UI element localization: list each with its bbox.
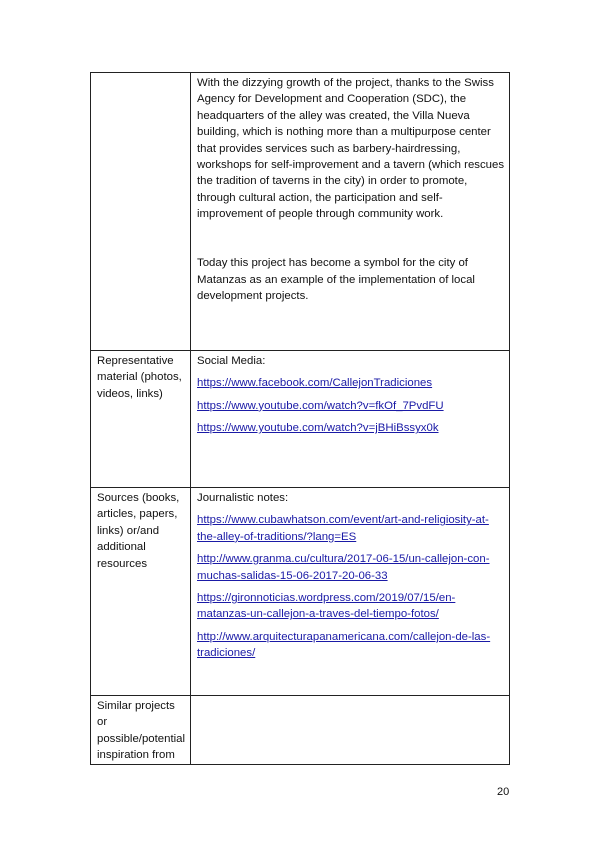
table-row <box>91 488 510 696</box>
similar-projects-label <box>91 696 191 765</box>
source-link[interactable] <box>197 551 503 584</box>
link-line: the-alley-of-traditions/?lang=ES <box>197 530 357 543</box>
label-line: possible/potential <box>97 732 186 745</box>
text-line: the tradition of taverns in the city) in order to promote, <box>197 175 468 188</box>
label-line: resources <box>97 557 148 570</box>
text-line: Matanzas as an example of the implementation of local <box>197 273 475 286</box>
label-cell-empty <box>91 73 191 351</box>
link-line: https://gironnoticias.wordpress.com/2019/07/15/en- <box>197 592 456 605</box>
sources-label <box>91 488 191 696</box>
project-table <box>90 72 510 765</box>
sources-cell <box>191 488 510 696</box>
source-link[interactable] <box>197 398 503 414</box>
link-line: https://www.cubawhatson.com/event/art-and-religiosity-at- <box>197 514 489 527</box>
label-line: material (photos, <box>97 371 182 384</box>
text-line: through cultural action, the participation and self- <box>197 191 443 204</box>
table-row <box>91 73 510 351</box>
label-line: Sources (books, <box>97 492 180 504</box>
source-link[interactable] <box>197 512 503 545</box>
link-line: http://www.arquitecturapanamericana.com/callejon-de-las- <box>197 630 491 643</box>
social-media-cell <box>191 351 510 488</box>
link-line: http://www.granma.cu/cultura/2017-06-15/un-callejon-con- <box>197 553 490 566</box>
label-line: or <box>97 716 108 729</box>
text-line: that provides services such as barbery-hairdressing, <box>197 142 461 155</box>
link-line: tradiciones/ <box>197 647 256 660</box>
text-line: Today this project has become a symbol for the city of <box>197 257 468 270</box>
label-line: inspiration from <box>97 749 175 762</box>
source-link[interactable] <box>197 629 503 662</box>
link-line: https://www.facebook.com/CallejonTradiciones <box>197 377 433 390</box>
description-cell <box>191 73 510 351</box>
link-line: https://www.youtube.com/watch?v=fkOf_7PvdFU <box>197 399 444 412</box>
page-number: 20 <box>497 786 510 798</box>
source-link[interactable] <box>197 375 503 391</box>
similar-projects-cell <box>191 696 510 765</box>
text-line: workshops for self-improvement and a tavern (which rescues <box>197 159 505 172</box>
label-line: additional <box>97 541 146 554</box>
text-line: Agency for Development and Cooperation (SDC), the <box>197 93 467 106</box>
social-media-heading: Social Media: <box>197 355 266 367</box>
table-row <box>91 696 510 765</box>
journalistic-notes-heading: Journalistic notes: <box>197 492 289 504</box>
source-link[interactable] <box>197 590 503 623</box>
source-link[interactable] <box>197 420 503 436</box>
link-line: muchas-salidas-15-06-2017-20-06-33 <box>197 569 388 582</box>
text-line: headquarters of the alley was created, the Villa Nueva <box>197 109 470 122</box>
label-line: videos, links) <box>97 387 163 400</box>
label-line: links) or/and <box>97 524 160 537</box>
text-line: development projects. <box>197 290 309 303</box>
label-line: Representative <box>97 355 174 367</box>
text-line: building, which is nothing more than a multipurpose center <box>197 126 491 139</box>
text-line: With the dizzying growth of the project, thanks to the Swiss <box>197 77 494 89</box>
text-line: improvement of people through community work. <box>197 208 444 221</box>
table-row <box>91 351 510 488</box>
label-line: Similar projects <box>97 700 175 712</box>
representative-material-label <box>91 351 191 488</box>
link-line: https://www.youtube.com/watch?v=jBHiBssyx0k <box>197 422 439 435</box>
link-line: matanzas-un-callejon-a-traves-del-tiempo-fotos/ <box>197 608 439 621</box>
label-line: articles, papers, <box>97 508 178 521</box>
